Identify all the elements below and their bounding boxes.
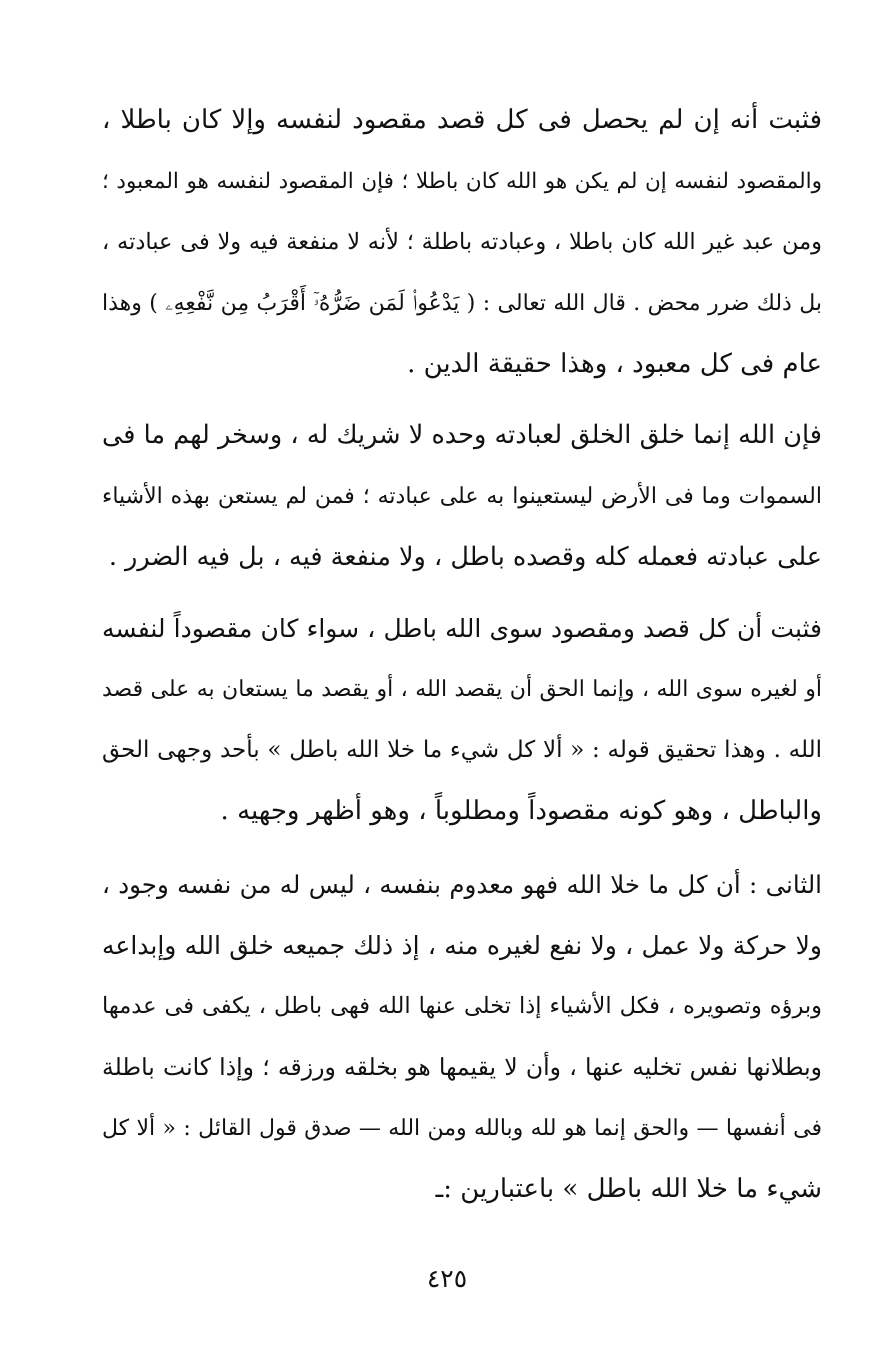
paragraph-2 bbox=[102, 405, 822, 588]
page-number: ٤٢٥ bbox=[426, 1264, 468, 1293]
text-line: السموات وما فى الأرض ليستعينوا به على عبادته ؛ فمن لم يستعن بهذه الأشياء bbox=[102, 484, 822, 509]
text-line: عام فى كل معبود ، وهذا حقيقة الدين . bbox=[407, 349, 822, 379]
text-line: وبرؤه وتصويره ، فكل الأشياء إذا تخلى عنها الله فهى باطل ، يكفى فى عدمها bbox=[102, 993, 822, 1019]
paragraph-3 bbox=[102, 598, 822, 842]
text-line: فثبت أن كل قصد ومقصود سوى الله باطل ، سواء كان مقصوداً لنفسه bbox=[102, 614, 822, 643]
text-line: الله . وهذا تحقيق قوله : « ألا كل شيء ما خلا الله باطل » بأحد وجهى الحق bbox=[102, 737, 822, 763]
text-line: وبطلانها نفس تخليه عنها ، وأن لا يقيمها هو بخلقه ورزقه ؛ وإذا كانت باطلة bbox=[102, 1053, 822, 1081]
text-line: والمقصود لنفسه إن لم يكن هو الله كان باطلا ؛ فإن المقصود لنفسه هو المعبود ؛ bbox=[102, 169, 822, 194]
paragraph-1 bbox=[102, 90, 822, 395]
text-line: فثبت أنه إن لم يحصل فى كل قصد مقصود لنفسه وإلا كان باطلا ، bbox=[102, 105, 822, 135]
text-line: أو لغيره سوى الله ، وإنما الحق أن يقصد الله ، أو يقصد ما يستعان به على قصد bbox=[102, 677, 822, 702]
text-line: ولا حركة ولا عمل ، ولا نفع لغيره منه ، إذ ذلك جميعه خلق الله وإبداعه bbox=[102, 931, 822, 960]
text-line: بل ذلك ضرر محض . قال الله تعالى : ( يَدْعُوا۟ لَمَن ضَرُّهُۥٓ أَقْرَبُ مِن نَّفْعِهِۦ ) وهذا bbox=[102, 291, 822, 316]
text-line: ومن عبد غير الله كان باطلا ، وعبادته باطلة ؛ لأنه لا منفعة فيه ولا فى عبادته ، bbox=[102, 229, 822, 255]
text-line: فى أنفسها — والحق إنما هو لله وبالله ومن الله — صدق قول القائل : « ألا كل bbox=[102, 1116, 822, 1141]
text-line: الثانى : أن كل ما خلا الله فهو معدوم بنفسه ، ليس له من نفسه وجود ، bbox=[102, 870, 822, 899]
text-line: فإن الله إنما خلق الخلق لعبادته وحده لا شريك له ، وسخر لهم ما فى bbox=[102, 420, 822, 450]
paragraph-4 bbox=[102, 854, 822, 1220]
text-line: على عبادته فعمله كله وقصده باطل ، ولا منفعة فيه ، بل فيه الضرر . bbox=[108, 542, 822, 572]
text-line: شيء ما خلا الله باطل » باعتبارين :ـ bbox=[435, 1174, 822, 1204]
text-line: والباطل ، وهو كونه مقصوداً ومطلوباً ، وهو أظهر وجهيه . bbox=[220, 796, 822, 826]
